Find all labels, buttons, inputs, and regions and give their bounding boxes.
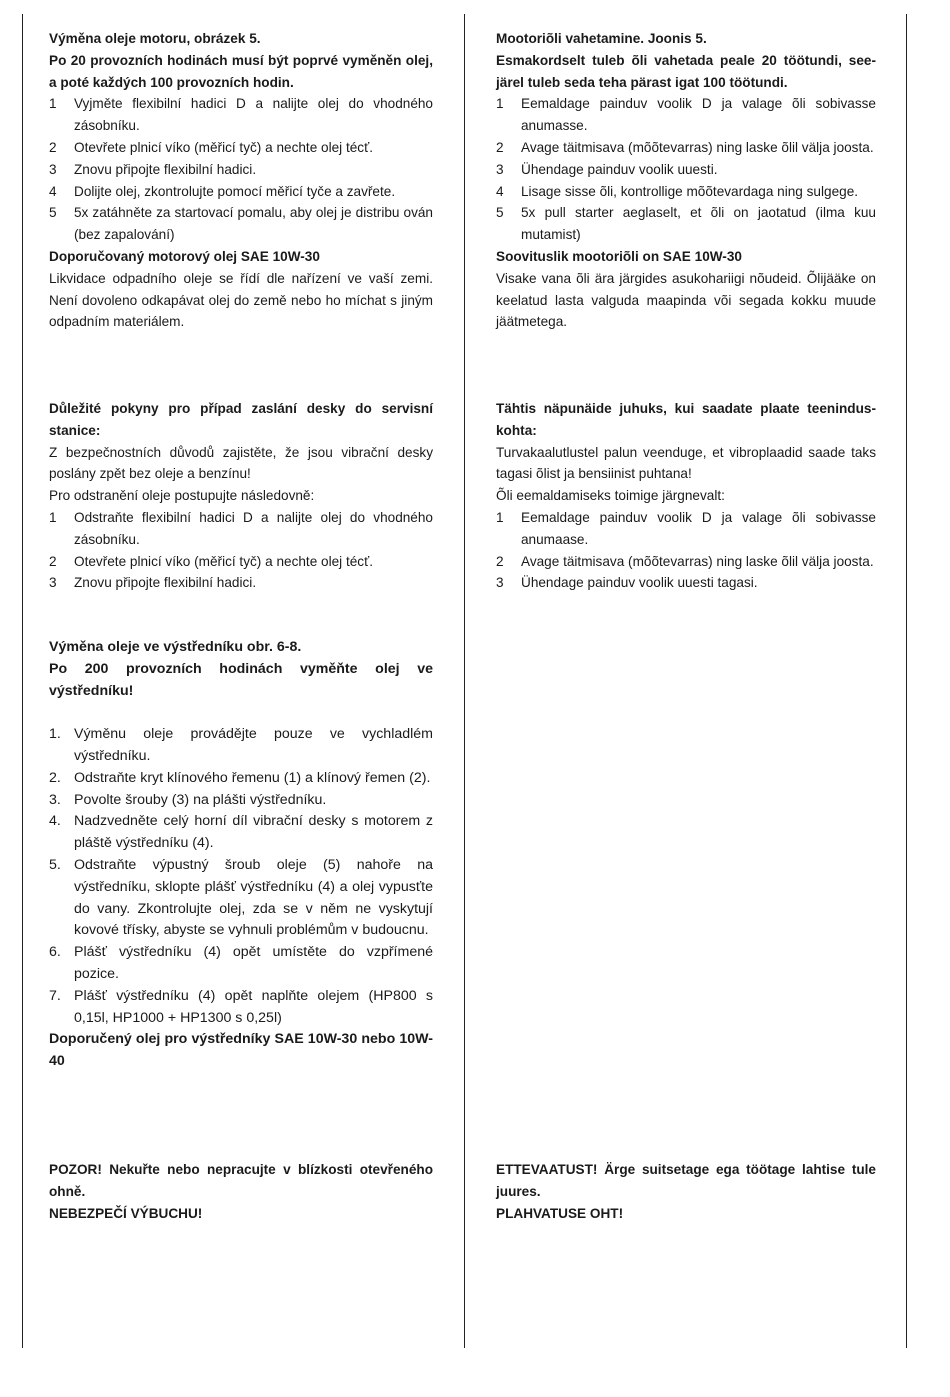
section-title: Tähtis näpunäide juhuks, kui saadate plaate teenindus-kohta:: [496, 401, 876, 438]
step-number: 3: [49, 161, 57, 177]
list-item: [49, 551, 433, 573]
list-item: [49, 942, 433, 986]
step-text: Plášť výstředníku (4) opět naplňte olejem (HP800 s 0,15l, HP1000 + HP1300 s 0,25l): [74, 987, 433, 1026]
step-number: 5: [496, 205, 504, 221]
section-title: Mootoriõli vahetamine. Joonis 5.: [496, 31, 707, 46]
step-text: Dolijte olej, zkontrolujte pomocí měřicí tyče a zavřete.: [74, 183, 396, 199]
steps-list: [496, 507, 876, 594]
list-item: [496, 507, 876, 551]
step-text: Znovu připojte flexibilní hadici.: [74, 161, 257, 177]
disposal-text: Likvidace odpadního oleje se řídí dle nařízení ve vaší zemi. Není dovoleno odkapávat olej do země nebo ho míchat s jiným odpadním materiálem.: [49, 270, 433, 330]
step-text: Ühendage painduv voolik uuesti tagasi.: [521, 575, 758, 591]
list-item: [496, 202, 876, 246]
safety-text: Z bezpečnostních důvodů zajistěte, že jsou vibrační desky poslány zpět bez oleje a benzínu!: [49, 444, 433, 482]
list-item: [49, 724, 433, 768]
warning-text: ETTEVAATUST! Ärge suitsetage ega töötage lahtise tule juures.: [496, 1162, 876, 1199]
warning-text: POZOR! Nekuřte nebo nepracujte v blízkosti otevřeného ohně.: [49, 1162, 433, 1199]
step-text: Odstraňte výpustný šroub oleje (5) nahoře na výstředníku, sklopte plášť výstředníku (4) a olej vypusťte do vany. Zkontrolujte olej, zda se v něm ne vyskytují kovové třísky, abyste se vyhnuli problémům v budoucnu.: [74, 856, 433, 939]
list-item: [49, 507, 433, 551]
step-text: Plášť výstředníku (4) opět umístěte do vzpřímené pozice.: [74, 944, 433, 982]
list-item: [49, 986, 433, 1030]
steps-list: [496, 93, 876, 246]
step-number: 2: [496, 553, 504, 569]
engine-oil-section-cz: [49, 28, 433, 333]
list-item: [49, 811, 433, 855]
recommended-oil: Doporučovaný motorový olej SAE 10W-30: [49, 248, 320, 264]
step-text: Ühendage painduv voolik uuesti.: [521, 161, 718, 177]
section-intro: Po 200 provozních hodinách vyměňte olej ve výstředníku!: [49, 660, 433, 699]
list-item: [49, 137, 433, 159]
list-item: [49, 159, 433, 181]
spacer: [49, 702, 433, 724]
section-intro: Esmakordselt tuleb õli vahetada peale 20 töötundi, see-järel tuleb seda teha pärast igat 100 töötundi.: [496, 52, 876, 90]
steps-list: [49, 507, 433, 594]
step-number: 1: [496, 509, 504, 525]
step-text: Otevřete plnicí víko (měřicí tyč) a nechte olej técť.: [74, 553, 373, 569]
list-item: [49, 202, 433, 246]
step-text: Eemaldage painduv voolik D ja valage õli sobivasse anumasse.: [521, 96, 876, 134]
step-number: 4: [496, 183, 504, 199]
list-item: [49, 768, 433, 790]
step-number: 2: [49, 139, 57, 155]
step-number: 4: [49, 183, 57, 199]
list-item: [49, 790, 433, 812]
step-number: 5: [49, 205, 57, 221]
section-title: Výměna oleje ve výstředníku obr. 6-8.: [49, 639, 302, 655]
step-text: Eemaldage painduv voolik D ja valage õli sobivasse anumaase.: [521, 509, 876, 547]
recommended-oil: Soovituslik mootoriõli on SAE 10W-30: [496, 248, 742, 264]
step-number: 3: [496, 161, 504, 177]
step-number: 1: [49, 509, 57, 525]
list-item: [496, 181, 876, 203]
list-item: [496, 572, 876, 594]
warning-section-et: [496, 1159, 876, 1224]
list-item: [49, 93, 433, 137]
step-number: 7.: [49, 987, 61, 1004]
step-text: Výměnu oleje provádějte pouze ve vychladlém výstředníku.: [74, 726, 433, 764]
step-number: 2.: [49, 769, 61, 786]
step-number: 1: [49, 96, 57, 112]
step-text: Lisage sisse õli, kontrollige mõõtevardaga ning sulgege.: [521, 183, 859, 199]
list-item: [496, 137, 876, 159]
recommended-oil: Doporučený olej pro výstředníky SAE 10W-30 nebo 10W-40: [49, 1031, 433, 1070]
step-number: 4.: [49, 813, 61, 830]
step-text: 5x pull starter aeglaselt, et õli on jaotatud (ilma kuu mutamist): [521, 205, 876, 243]
step-text: Povolte šrouby (3) na plášti výstředníku.: [74, 791, 327, 808]
procedure-text: Õli eemaldamiseks toimige järgnevalt:: [496, 488, 725, 504]
step-text: Avage täitmisava (mõõtevarras) ning laske õlil välja joosta.: [521, 553, 874, 569]
exciter-oil-section-cz: [49, 637, 433, 1073]
step-text: 5x zatáhněte za startovací pomalu, aby olej je distribu ován (bez zapalování): [74, 205, 433, 243]
step-text: Znovu připojte flexibilní hadici.: [74, 575, 257, 591]
step-number: 3: [49, 575, 57, 591]
step-number: 3.: [49, 791, 61, 808]
step-number: 2: [49, 553, 57, 569]
list-item: [496, 551, 876, 573]
step-text: Odstraňte flexibilní hadici D a nalijte olej do vhodného zásobníku.: [74, 509, 433, 547]
service-section-et: [496, 398, 876, 594]
danger-label: NEBEZPEČÍ VÝBUCHU!: [49, 1205, 203, 1221]
step-number: 1.: [49, 726, 61, 743]
list-item: [49, 181, 433, 203]
step-text: Nadzvedněte celý horní díl vibrační desky s motorem z pláště výstředníku (4).: [74, 813, 433, 852]
steps-list: [49, 724, 433, 1029]
section-title: Důležité pokyny pro případ zaslání desky do servisní stanice:: [49, 401, 433, 438]
procedure-text: Pro odstranění oleje postupujte následovně:: [49, 488, 315, 504]
step-number: 5.: [49, 856, 61, 873]
list-item: [49, 572, 433, 594]
service-section-cz: [49, 398, 433, 594]
step-text: Odstraňte kryt klínového řemenu (1) a klínový řemen (2).: [74, 769, 431, 786]
left-border-line: [22, 14, 23, 1348]
step-text: Otevřete plnicí víko (měřicí tyč) a nechte olej técť.: [74, 139, 373, 155]
step-number: 2: [496, 139, 504, 155]
right-border-line: [906, 14, 907, 1348]
list-item: [496, 93, 876, 137]
list-item: [49, 855, 433, 942]
safety-text: Turvakaalutlustel palun veenduge, et vibroplaadid saade taks tagasi õlist ja bensiinist puhtana!: [496, 444, 876, 482]
step-number: 6.: [49, 944, 61, 961]
section-title: Výměna oleje motoru, obrázek 5.: [49, 31, 261, 46]
engine-oil-section-et: [496, 28, 876, 333]
step-text: Avage täitmisava (mõõtevarras) ning laske õlil välja joosta.: [521, 139, 874, 155]
danger-label: PLAHVATUSE OHT!: [496, 1205, 624, 1221]
disposal-text: Visake vana õli ära järgides asukohariigi nõudeid. Õlijääke on keelatud lasta valguda maapinda või segada kokku muude jäätmetega.: [496, 270, 876, 330]
step-text: Vyjměte flexibilní hadici D a nalijte olej do vhodného zásobníku.: [74, 96, 433, 134]
list-item: [496, 159, 876, 181]
column-divider-line: [464, 14, 465, 1348]
step-number: 1: [496, 96, 504, 112]
step-number: 3: [496, 575, 504, 591]
section-intro: Po 20 provozních hodinách musí být poprvé vyměněn olej, a poté každých 100 provozních hodin.: [49, 52, 433, 90]
warning-section-cz: [49, 1159, 433, 1224]
steps-list: [49, 93, 433, 246]
